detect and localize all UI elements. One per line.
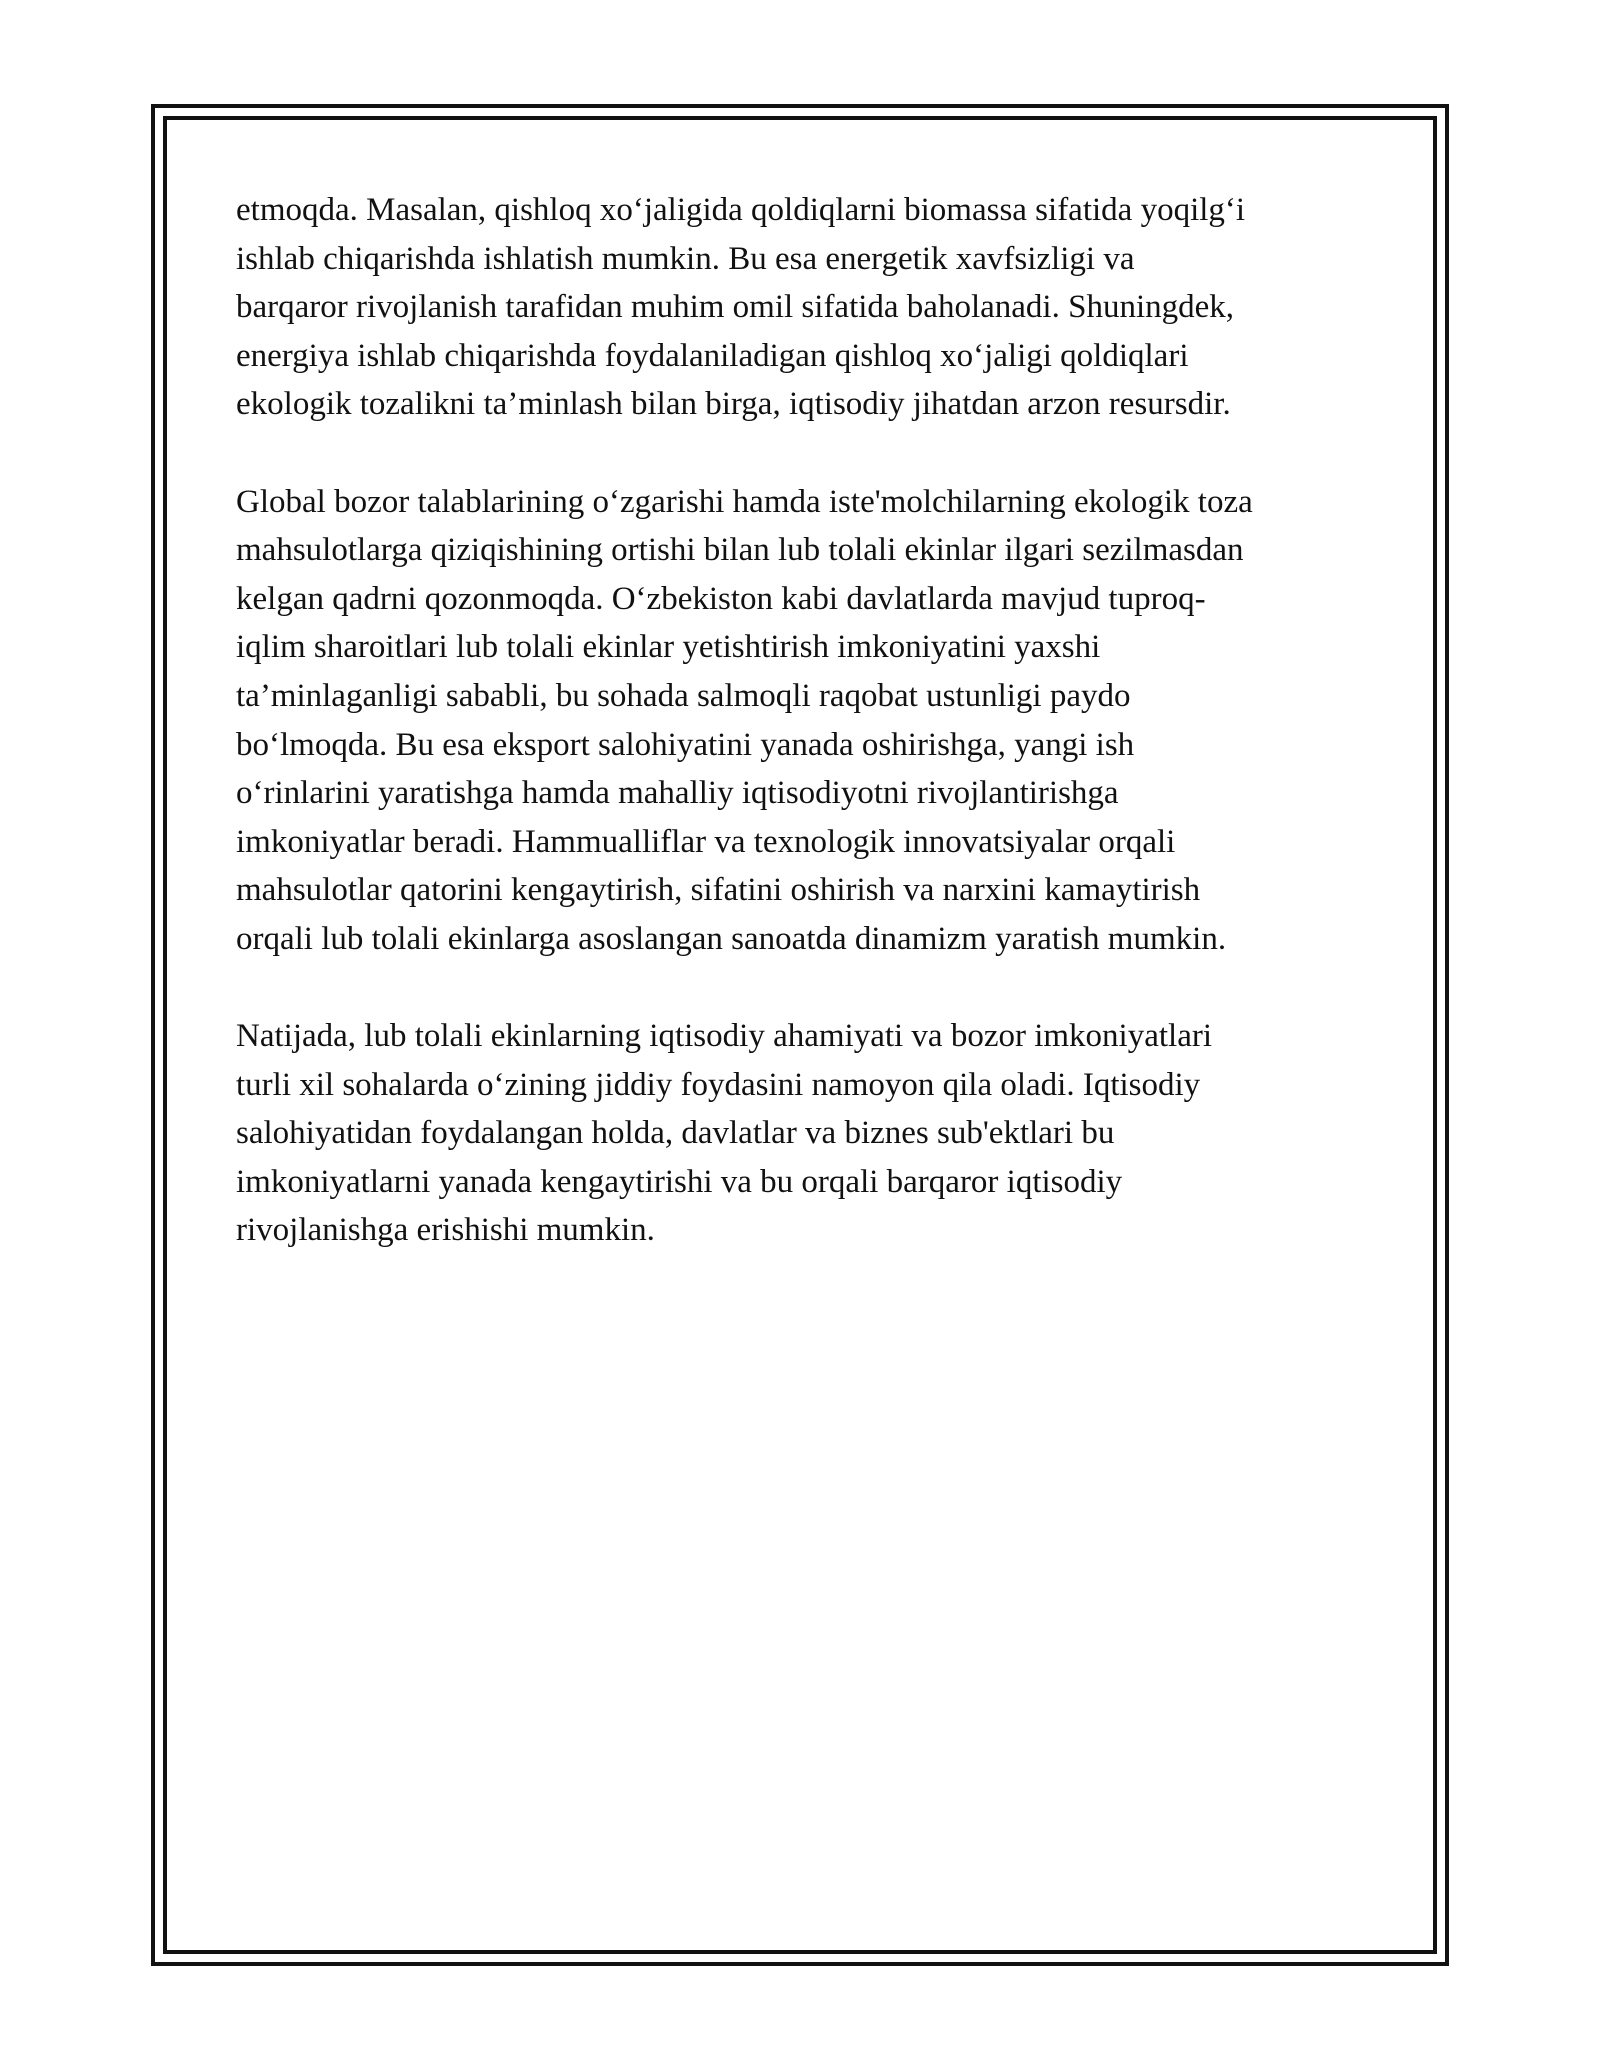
paragraph-1 [236, 186, 1386, 429]
text-line: imkoniyatlarni yanada kengaytirishi va bu orqali barqaror iqtisodiy [236, 1163, 1123, 1200]
text-line: orqali lub tolali ekinlarga asoslangan sanoatda dinamizm yaratish mumkin. [236, 920, 1227, 957]
text-line: mahsulotlar qatorini kengaytirish, sifatini oshirish va narxini kamaytirish [236, 872, 1201, 909]
text-line: imkoniyatlar beradi. Hammualliflar va texnologik innovatsiyalar orqali [236, 823, 1176, 860]
text-line: kelgan qadrni qozonmoqda. O‘zbekiston kabi davlatlarda mavjud tuproq- [236, 580, 1206, 617]
document-body [236, 186, 1386, 1304]
text-line: Global bozor talablarining o‘zgarishi hamda iste'molchilarning ekologik toza [236, 483, 1253, 520]
text-line: ta’minlaganligi sababli, bu sohada salmoqli raqobat ustunligi paydo [236, 677, 1131, 714]
text-line: barqaror rivojlanish tarafidan muhim omil sifatida baholanadi. Shuningdek, [236, 289, 1235, 326]
text-line: etmoqda. Masalan, qishloq xo‘jaligida qoldiqlarni biomassa sifatida yoqilg‘i [236, 192, 1246, 228]
paragraph-3 [236, 1012, 1386, 1255]
text-line: energiya ishlab chiqarishda foydalaniladigan qishloq xo‘jaligi qoldiqlari [236, 337, 1189, 374]
text-line: salohiyatidan foydalangan holda, davlatlar va biznes sub'ektlari bu [236, 1115, 1115, 1152]
text-line: mahsulotlarga qiziqishining ortishi bilan lub tolali ekinlar ilgari sezilmasdan [236, 532, 1244, 569]
text-line: ekologik tozalikni ta’minlash bilan birga, iqtisodiy jihatdan arzon resursdir. [236, 386, 1231, 423]
text-line: bo‘lmoqda. Bu esa eksport salohiyatini yanada oshirishga, yangi ish [236, 726, 1135, 763]
text-line: Natijada, lub tolali ekinlarning iqtisodiy ahamiyati va bozor imkoniyatlari [236, 1018, 1213, 1055]
paragraph-2 [236, 478, 1386, 964]
text-line: iqlim sharoitlari lub tolali ekinlar yetishtirish imkoniyatini yaxshi [236, 629, 1101, 666]
text-line: ishlab chiqarishda ishlatish mumkin. Bu esa energetik xavfsizligi va [236, 240, 1135, 277]
text-line: turli xil sohalarda o‘zining jiddiy foydasini namoyon qila oladi. Iqtisodiy [236, 1066, 1201, 1103]
text-line: o‘rinlarini yaratishga hamda mahalliy iqtisodiyotni rivojlantirishga [236, 775, 1119, 812]
text-line: rivojlanishga erishishi mumkin. [236, 1212, 655, 1249]
